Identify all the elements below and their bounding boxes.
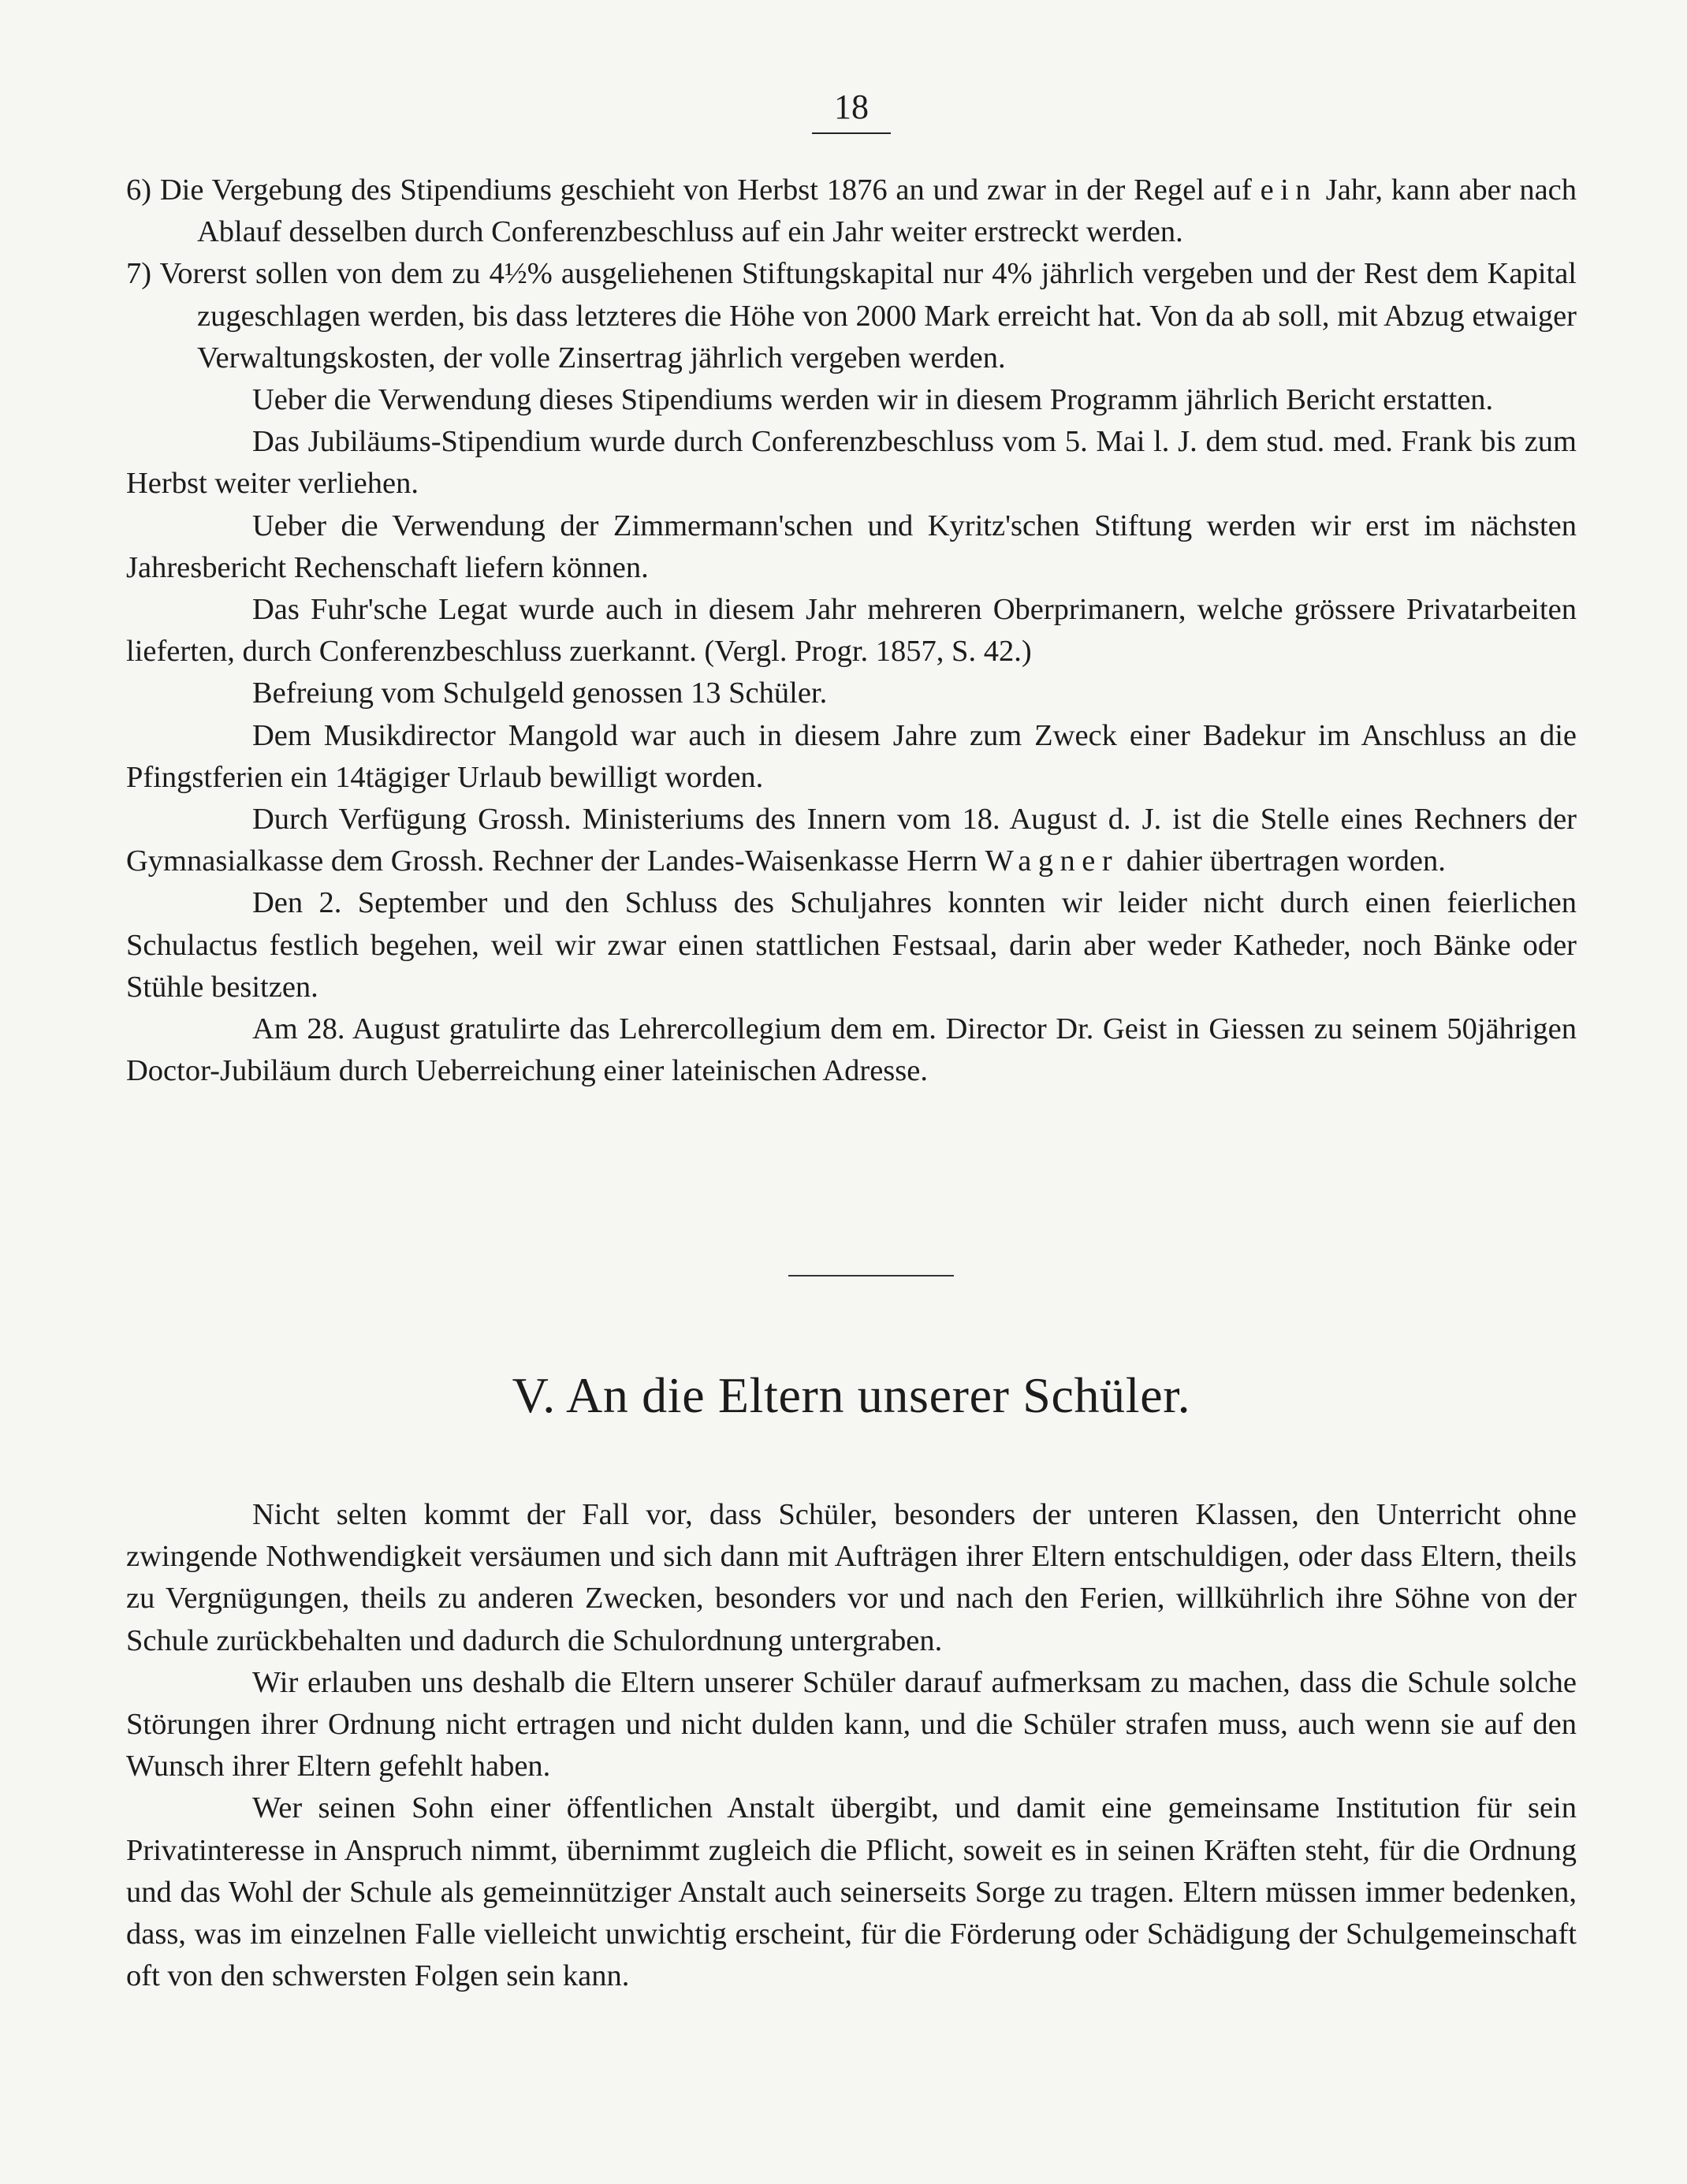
paragraph-text: dahier übertragen worden.	[1119, 844, 1446, 878]
paragraph: Das Jubiläums-Stipendium wurde durch Conferenzbeschluss vom 5. Mai l. J. dem stud. med. Frank bis zum Herbst weiter verliehen.	[126, 425, 1577, 501]
emphasis-text: ein	[1260, 173, 1318, 207]
list-item-text: Jahr, kann aber nach Ablauf desselben durch Conferenzbeschluss auf ein Jahr weiter erstreckt werden.	[197, 173, 1577, 249]
paragraph: Wir erlauben uns deshalb die Eltern unserer Schüler darauf aufmerksam zu machen, dass die Schule solche Störungen ihrer Ordnung nicht ertragen und nicht dulden kann, und die Schüler strafen muss, auch wenn sie auf den Wunsch ihrer Eltern gefehlt haben.	[126, 1665, 1577, 1783]
list-item-number: 7)	[126, 257, 152, 291]
section-divider	[788, 1275, 954, 1276]
list-item-7	[126, 253, 1577, 379]
section-body	[126, 1494, 1577, 1997]
paragraph: Den 2. September und den Schluss des Schuljahres konnten wir leider nicht durch einen feierlichen Schulactus festlich begehen, weil wir zwar einen stattlichen Festsaal, darin aber weder Katheder, noch Bänke oder Stühle besitzen.	[126, 886, 1577, 1004]
list-item-text: Vorerst sollen von dem zu 4½% ausgeliehenen Stiftungskapital nur 4% jährlich vergeben und der Rest dem Kapital zugeschlagen werden, bis dass letzteres die Höhe von 2000 Mark erreicht hat. Von da ab soll, mit Abzug etwaiger Verwaltungskosten, der volle Zinsertrag jährlich vergeben werden.	[159, 257, 1577, 375]
paragraph: Am 28. August gratulirte das Lehrercollegium dem em. Director Dr. Geist in Giessen zu seinem 50jährigen Doctor-Jubiläum durch Ueberreichung einer lateinischen Adresse.	[126, 1012, 1577, 1088]
list-item-text: Die Vergebung des Stipendiums geschieht von Herbst 1876 an und zwar in der Regel auf	[159, 173, 1261, 207]
list-item-6	[126, 170, 1577, 253]
paragraph: Ueber die Verwendung dieses Stipendiums werden wir in diesem Programm jährlich Bericht erstatten.	[252, 383, 1494, 417]
section-heading: V. An die Eltern unserer Schüler.	[512, 1367, 1191, 1423]
list-item-number: 6)	[126, 173, 152, 207]
page-number: 18	[812, 85, 891, 134]
paragraph: Ueber die Verwendung der Zimmermann'schen und Kyritz'schen Stiftung werden wir erst im nächsten Jahresbericht Rechenschaft liefern können.	[126, 509, 1577, 584]
paragraph: Dem Musikdirector Mangold war auch in diesem Jahre zum Zweck einer Badekur im Anschluss an die Pfingstferien ein 14tägiger Urlaub bewilligt worden.	[126, 718, 1577, 794]
paragraph: Nicht selten kommt der Fall vor, dass Schüler, besonders der unteren Klassen, den Unterricht ohne zwingende Nothwendigkeit versäumen und sich dann mit Aufträgen ihrer Eltern entschuldigen, oder dass Eltern, theils zu Vergnügungen, theils zu anderen Zwecken, besonders vor und nach den Ferien, willkührlich ihre Söhne von der Schule zurückbehalten und dadurch die Schulordnung untergraben.	[126, 1498, 1577, 1657]
paragraph: Befreiung vom Schulgeld genossen 13 Schüler.	[252, 676, 828, 710]
emphasis-name: Wagner	[985, 844, 1119, 878]
paragraph: Das Fuhr'sche Legat wurde auch in diesem Jahr mehreren Oberprimanern, welche grössere Privatarbeiten lieferten, durch Conferenzbeschluss zuerkannt. (Vergl. Progr. 1857, S. 42.)	[126, 593, 1577, 669]
paragraph: Wer seinen Sohn einer öffentlichen Anstalt übergibt, und damit eine gemeinsame Institution für sein Privatinteresse in Anspruch nimmt, übernimmt zugleich die Pflicht, soweit es in seinen Kräften steht, für die Ordnung und das Wohl der Schule als gemeinnütziger Anstalt auch seinerseits Sorge zu tragen. Eltern müssen immer bedenken, dass, was im einzelnen Falle vielleicht unwichtig erscheint, für die Förderung oder Schädigung der Schulgemeinschaft oft von den schwersten Folgen sein kann.	[126, 1791, 1577, 1993]
paragraph-text: Durch Verfügung Grossh. Ministeriums des Innern vom 18. August d. J. ist die Stelle eines Rechners der Gymnasialkasse dem Grossh. Rechner der Landes-Waisenkasse Herrn	[126, 803, 1577, 878]
paragraph-wagner	[126, 799, 1577, 882]
body-text	[126, 170, 1577, 1092]
